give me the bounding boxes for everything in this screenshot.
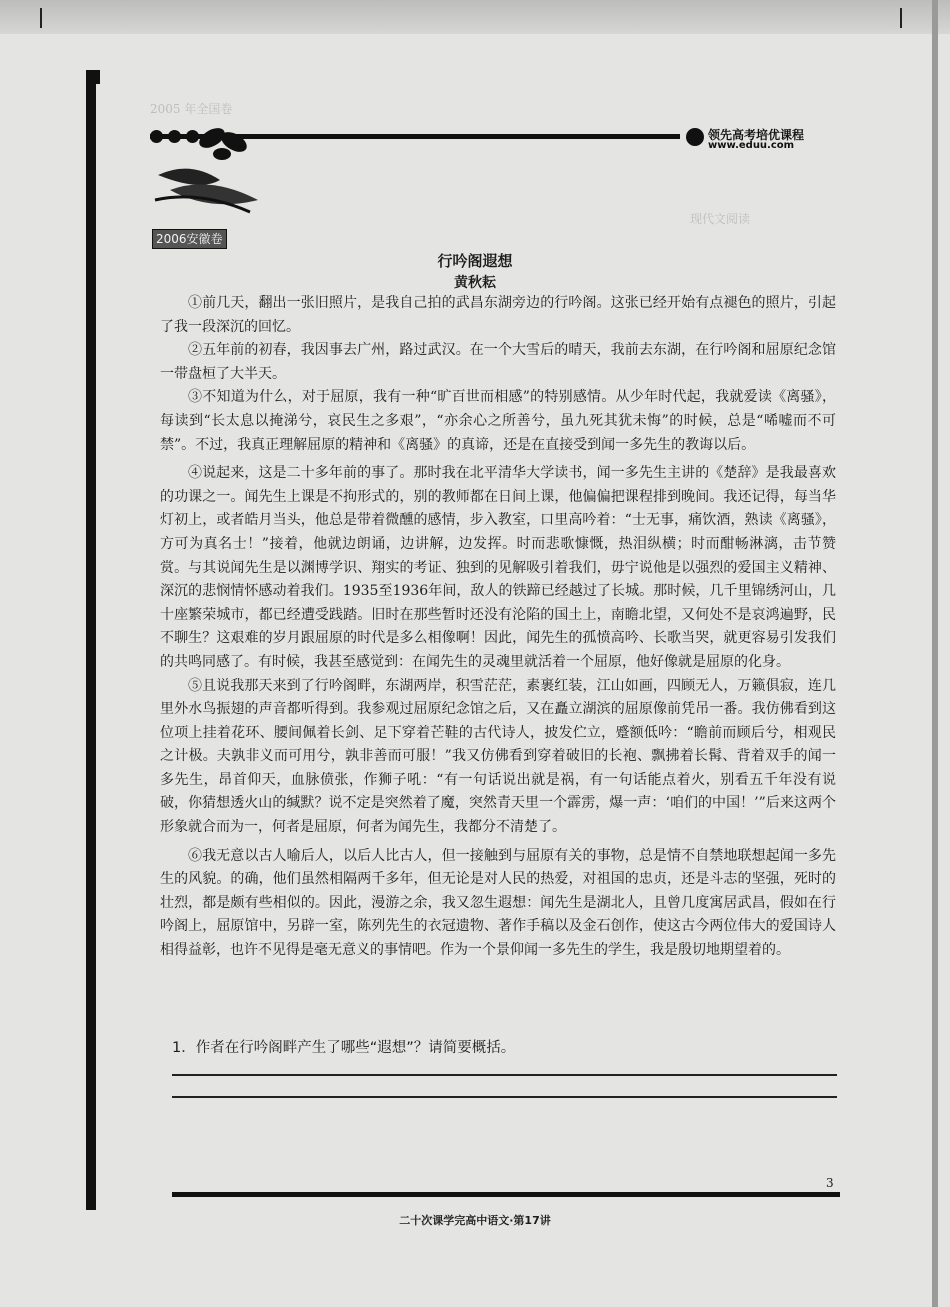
paragraph: ⑤且说我那天来到了行吟阁畔，东湖两岸，积雪茫茫，素裹红装，江山如画，四顾无人，万籁俱寂，连几里外水鸟振翅的声音都听得到。我参观过屈原纪念馆之后，又在矗立湖滨的屈原像前凭吊一番。我仿佛看到这位项上挂着花环、腰间佩着长剑、足下穿着芒鞋的古代诗人，披发伫立，蹙额低吟：“瞻前而顾后兮，相观民之计极。夫孰非义而可用兮，孰非善而可服！”我又仿佛看到穿着破旧的长袍、飘拂着长髯、背着双手的闻一多先生，昂首仰天，血脉偾张，作狮子吼：“有一句话说出就是祸，有一句话能点着火，别看五千年没有说破，你猜想透火山的缄默？说不定是突然着了魔，突然青天里一个霹雳，爆一声：‘咱们的中国！’”后来这两个形象就合而为一，何者是屈原，何者为闻先生，我都分不清楚了。	[160, 677, 836, 836]
brand-logo-icon	[686, 128, 704, 146]
paragraph: ⑥我无意以古人喻后人，以后人比古人，但一接触到与屈原有关的事物，总是情不自禁地联想起闻一多先生的风貌。的确，他们虽然相隔两千多年，但无论是对人民的热爱，对祖国的忠贞，还是斗志的坚强，死时的壮烈，都是颇有些相似的。因此，漫游之余，我又忽生遐想：闻先生是湖北人，且曾几度寓居武昌，假如在行吟阁上，屈原馆中，另辟一室，陈列先生的衣冠遗物、著作手稿以及金石创作，使这古今两位伟大的爱国诗人相得益彰，也许不见得是毫无意义的事情吧。作为一个景仰闻一多先生的学生，我是殷切地期望着的。	[160, 847, 836, 959]
crop-mark	[900, 8, 902, 28]
paragraph: ③不知道为什么，对于屈原，我有一种“旷百世而相感”的特别感情。从少年时代起，我就爱读《离骚》，每读到“长太息以掩涕兮，哀民生之多艰”，“亦余心之所善兮，虽九死其犹未悔”的时候，总是“唏嘘而不可禁”。不过，我真正理解屈原的精神和《离骚》的真谛，还是在直接受到闻一多先生的教诲以后。	[160, 389, 836, 453]
ghost-text: 2005 年全国卷	[150, 102, 233, 116]
article-title: 行吟阁遐想	[437, 252, 513, 270]
answer-line[interactable]	[172, 1074, 837, 1076]
answer-line[interactable]	[172, 1096, 837, 1098]
exam-source-tag: 2006安徽卷	[152, 229, 227, 249]
paragraph: ②五年前的初春，我因事去广州，路过武汉。在一个大雪后的晴天，我前去东湖，在行吟阁和屈原纪念馆一带盘桓了大半天。	[160, 342, 836, 382]
leaf-decoration-icon	[150, 120, 260, 220]
brand-name: 领先高考培优课程	[708, 128, 805, 142]
question-1: 1．作者在行吟阁畔产生了哪些“遐想”？请简要概括。	[172, 1040, 516, 1056]
crop-mark	[40, 8, 42, 28]
scan-right-edge	[932, 0, 938, 1307]
ghost-text: 现代文阅读	[690, 212, 751, 226]
brand-url: www.eduu.com	[708, 140, 795, 151]
paragraph: ④说起来，这是二十多年前的事了。那时我在北平清华大学读书，闻一多先生主讲的《楚辞》是我最喜欢的功课之一。闻先生上课是不拘形式的，别的教师都在日间上课，他偏偏把课程排到晚间。我还记得，每当华灯初上，或者皓月当头，他总是带着微醺的感情，步入教室，口里高吟着：“士无事，痛饮酒，熟读《离骚》，方可为真名士！”接着，他就边朗诵，边讲解，边发挥。时而悲歌慷慨，热泪纵横；时而酣畅淋漓，击节赞赏。与其说闻先生是以渊博学识、翔实的考证、独到的见解吸引着我们，毋宁说他是以强烈的爱国主义精神、深沉的悲悯情怀感动着我们。1935至1936年间，敌人的铁蹄已经越过了长城。那时候，几千里锦绣河山，几十座繁荣城市，都已经遭受践踏。旧时在那些暂时还没有沦陷的国土上，南瞻北望，又何处不是哀鸿遍野，民不聊生？这艰难的岁月跟屈原的时代是多么相像啊！因此，闻先生的孤愤高吟、长歌当哭，就更容易引发我们的共鸣同感了。有时候，我甚至感觉到：在闻先生的灵魂里就活着一个屈原，他好像就是屈原的化身。	[160, 465, 836, 670]
article-author: 黄秋耘	[454, 275, 496, 291]
footer-course-label: 二十次课学完高中语文·第17讲	[399, 1214, 551, 1227]
article-body	[160, 292, 836, 963]
footer-rule	[172, 1192, 840, 1197]
paragraph: ①前几天，翻出一张旧照片，是我自己拍的武昌东湖旁边的行吟阁。这张已经开始有点褪色的照片，引起了我一段深沉的回忆。	[160, 295, 836, 335]
scan-top-edge	[0, 0, 950, 34]
page-number: 3	[826, 1176, 834, 1190]
brand-header	[686, 126, 846, 152]
